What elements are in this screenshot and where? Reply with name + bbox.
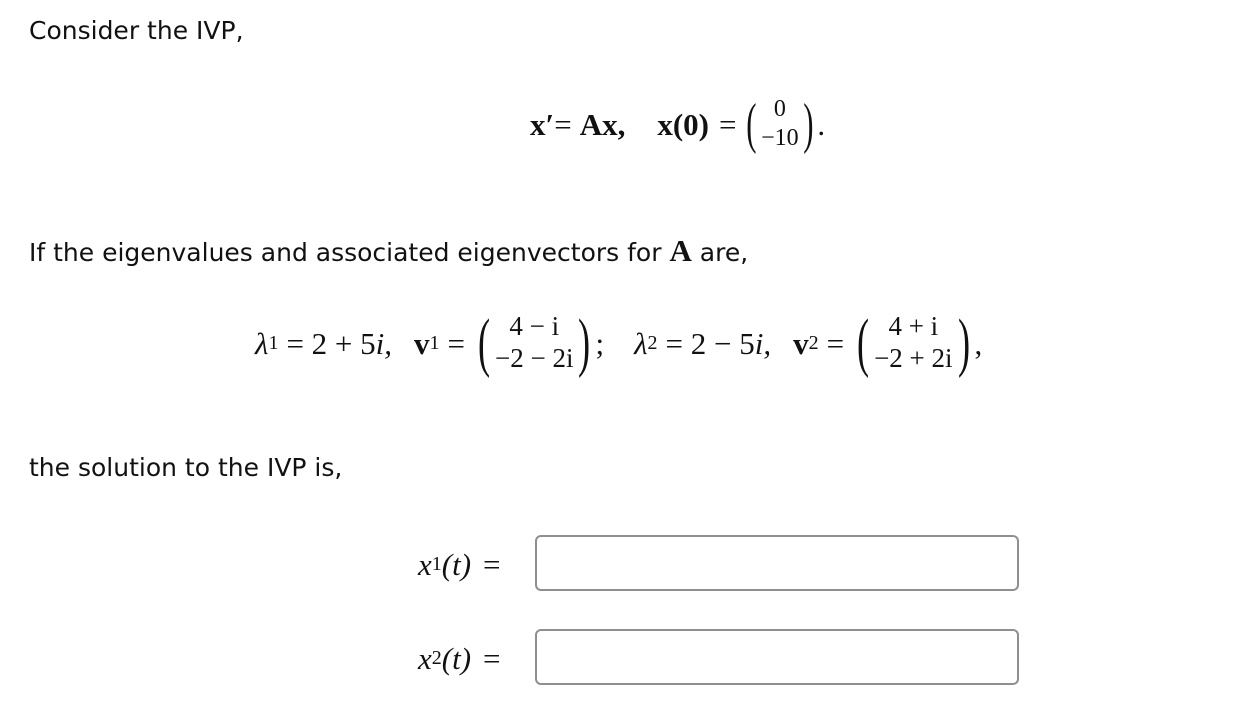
lambda-two-symbol: λ (634, 325, 648, 361)
solution-intro: the solution to the IVP is, (29, 453, 343, 482)
ivp-ax: Ax, (579, 106, 626, 142)
ivp-x-prime: x′ (530, 106, 555, 142)
x-one-arg: (t) (441, 546, 472, 582)
eigen-intro (29, 235, 748, 266)
eigen-intro-prefix: If the eigenvalues and associated eigenvectors for (29, 238, 662, 267)
intro-text: Consider the IVP, (29, 16, 244, 45)
lambda-two-imag: i, (754, 325, 772, 361)
v-two-right-paren: ) (957, 306, 970, 379)
x-one-answer-input[interactable] (535, 535, 1019, 591)
x-two-answer-input[interactable] (535, 629, 1019, 685)
eigenvector-one-top: 4 − i (509, 311, 560, 342)
ivp-equals: = (554, 106, 572, 142)
eigen-comma: , (974, 325, 983, 361)
lambda-one-sub: 1 (268, 332, 279, 354)
x-two-label (418, 638, 501, 678)
v-one-sub: 1 (429, 332, 440, 354)
v-two-left-paren: ( (857, 306, 870, 379)
eigen-semicolon: ; (595, 325, 605, 361)
eigenvector-two-top: 4 + i (888, 311, 939, 342)
ivp-period: . (817, 106, 826, 142)
eigen-intro-suffix: are, (699, 238, 749, 267)
v-two-sub: 2 (808, 332, 819, 354)
eigenvector-one-bottom: −2 − 2i (495, 343, 574, 373)
x-two-equals: = (483, 640, 501, 676)
ivp-equation (530, 82, 825, 166)
eigenpairs-equation (255, 298, 982, 388)
ivp-x0: x(0) (657, 106, 709, 142)
eigenvector-one (495, 311, 573, 375)
v-one-right-paren: ) (578, 306, 591, 379)
initial-condition-vector (761, 95, 799, 153)
x-one-label (418, 544, 501, 584)
eigen-intro-matrix: A (669, 233, 692, 268)
lambda-two-sub: 2 (647, 332, 658, 354)
v-one-left-paren: ( (477, 306, 491, 379)
ivp-equals-two: = (719, 106, 737, 142)
v-two-equals: = (826, 325, 845, 361)
lambda-one-symbol: λ (255, 325, 269, 361)
initial-condition-bottom: −10 (761, 125, 799, 151)
lambda-two-value: = 2 − 5 (665, 325, 755, 361)
x-two-sub: 2 (431, 647, 442, 669)
x-one-sub: 1 (431, 553, 442, 575)
lambda-one-value: = 2 + 5 (286, 325, 376, 361)
x-two-arg: (t) (441, 640, 472, 676)
x-two-symbol: x (418, 640, 432, 676)
ivp-left-paren: ( (746, 93, 757, 155)
v-one-symbol: v (414, 325, 430, 361)
x-one-equals: = (483, 546, 501, 582)
v-one-equals: = (447, 325, 466, 361)
eigenvector-two (874, 311, 952, 375)
initial-condition-top: 0 (773, 96, 786, 123)
ivp-right-paren: ) (802, 93, 814, 155)
x-one-symbol: x (418, 546, 432, 582)
lambda-one-imag: i, (375, 325, 393, 361)
v-two-symbol: v (793, 325, 809, 361)
eigenvector-two-bottom: −2 + 2i (874, 343, 953, 373)
